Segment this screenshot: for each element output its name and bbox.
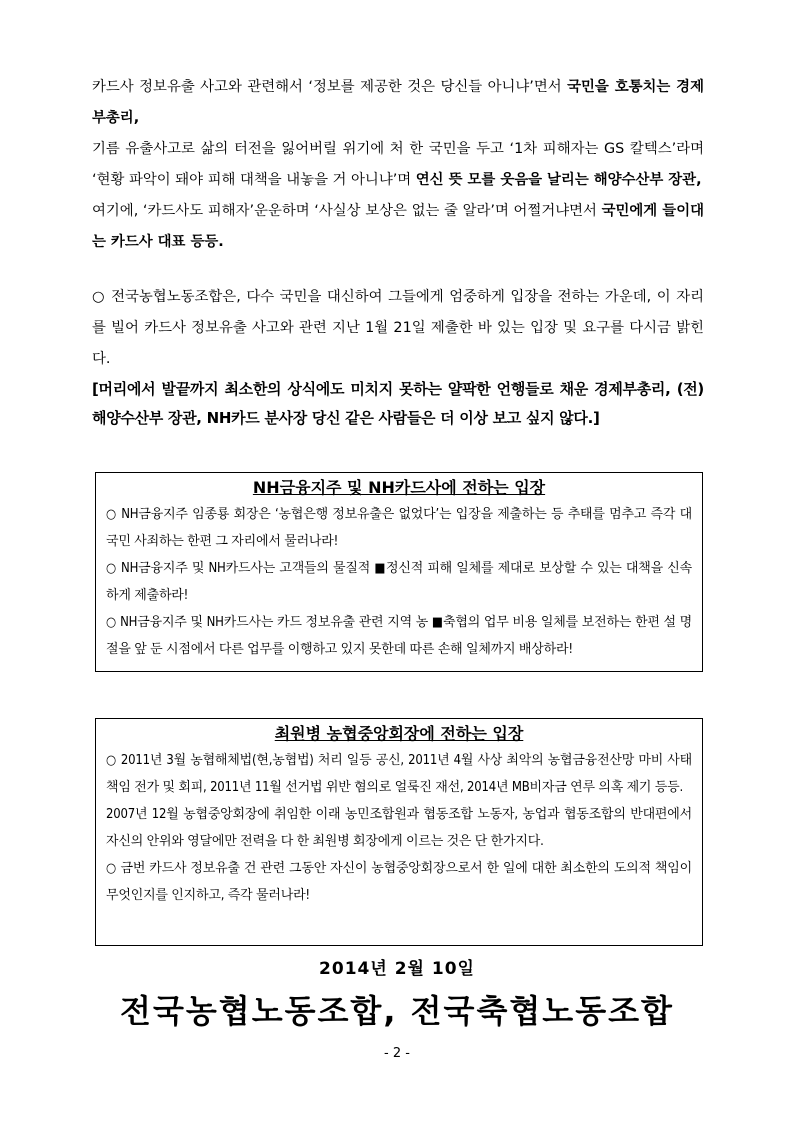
- bracket-note: [머리에서 발끝까지 최소한의 상식에도 미치지 못하는 얄팍한 언행들로 채운 경제부총리, (전)해양수산부 장관, NH카드 분사장 당신 같은 사람들은 더 이상 보고 싶지 않다.]: [92, 380, 704, 427]
- intro-paragraph-2: [92, 134, 704, 196]
- page-number: - 2 -: [384, 1046, 410, 1061]
- box1-item: ○ NH금융지주 및 NH카드사는 카드 정보유출 관련 지역 농 ■축협의 업무 비용 일체를 보전하는 한편 설 명절을 앞 둔 시점에서 다른 업무를 이행하고 있지 못한데 따른 손해 일체까지 배상하라!: [106, 615, 692, 657]
- box2-title: 최원병 농협중앙회장에 전하는 입장: [274, 724, 524, 743]
- document-body: [92, 72, 704, 433]
- nacf-chairman-position-box: [95, 718, 703, 946]
- intro-text-2: 기름 유출사고로 삶의 터전을 잃어버릴 위기에 처 한 국민을 두고 ‘1차 피해자는 GS 칼텍스’라며 ‘현황 파악이 돼야 피해 대책을 내놓을 거 아니냐’며: [92, 141, 704, 188]
- intro-text-1: 카드사 정보유출 사고와 관련해서 ‘정보를 제공한 것은 당신들 아니냐’면서: [92, 79, 568, 95]
- box1-item: ○ NH금융지주 및 NH카드사는 고객들의 물질적 ■정신적 피해 일체를 제대로 보상할 수 있는 대책을 신속하게 제출하라!: [106, 561, 692, 603]
- box1-body: [96, 501, 702, 665]
- intro-bold-2: 연신 뜻 모를 웃음을 날리는 해양수산부 장관,: [415, 172, 702, 188]
- union-statement: ○ 전국농협노동조합은, 다수 국민을 대신하여 그들에게 엄중하게 입장을 전하는 가운데, 이 자리를 빌어 카드사 정보유출 사고와 관련 지난 1월 21일 제출한 바 있는 입장 및 요구를 다시금 밝힌다.: [92, 289, 704, 367]
- box1-title: NH금융지주 및 NH카드사에 전하는 입장: [252, 478, 546, 497]
- intro-text-3: 여기에, ‘카드사도 피해자’운운하며 ‘사실상 보상은 없는 줄 알라’며 어쩔거냐면서: [92, 203, 602, 219]
- box2-item: ○ 2011년 3월 농협해체법(현,농협법) 처리 일등 공신, 2011년 4월 사상 최악의 농협금융전산망 마비 사태 책임 전가 및 회피, 2011년 11월 선거법 위반 혐의로 얼룩진 재선, 2014년 MB비자금 연루 의혹 제기 등등.: [106, 753, 692, 795]
- intro-paragraph-1: [92, 72, 704, 134]
- box2-item: 2007년 12월 농협중앙회장에 취임한 이래 농민조합원과 협동조합 노동자, 농업과 협동조합의 반대편에서 자신의 안위와 영달에만 전력을 다 한 최원병 회장에게 이르는 것은 단 한가지다.: [106, 807, 692, 849]
- box1-item: ○ NH금융지주 임종룡 회장은 ‘농협은행 정보유출은 없었다’는 입장을 제출하는 등 추태를 멈추고 즉각 대 국민 사죄하는 한편 그 자리에서 물러나라!: [106, 507, 692, 549]
- intro-paragraph-3: [92, 196, 704, 258]
- intro-bold-1: 국민을 호통치는 경제부총리,: [92, 79, 704, 126]
- box2-item: ○ 금번 카드사 정보유출 건 관련 그동안 자신이 농협중앙회장으로서 한 일에 대한 최소한의 도의적 책임이 무엇인지를 인지하고, 즉각 물러나라!: [106, 861, 692, 903]
- document-date: 2014년 2월 10일: [319, 959, 475, 979]
- intro-bold-3: 국민에게 들이대는 카드사 대표 등등.: [92, 203, 704, 250]
- nh-financial-position-box: [95, 472, 703, 672]
- issuing-organizations: 전국농협노동조합, 전국축협노동조합: [120, 992, 674, 1030]
- box2-body: [96, 747, 702, 911]
